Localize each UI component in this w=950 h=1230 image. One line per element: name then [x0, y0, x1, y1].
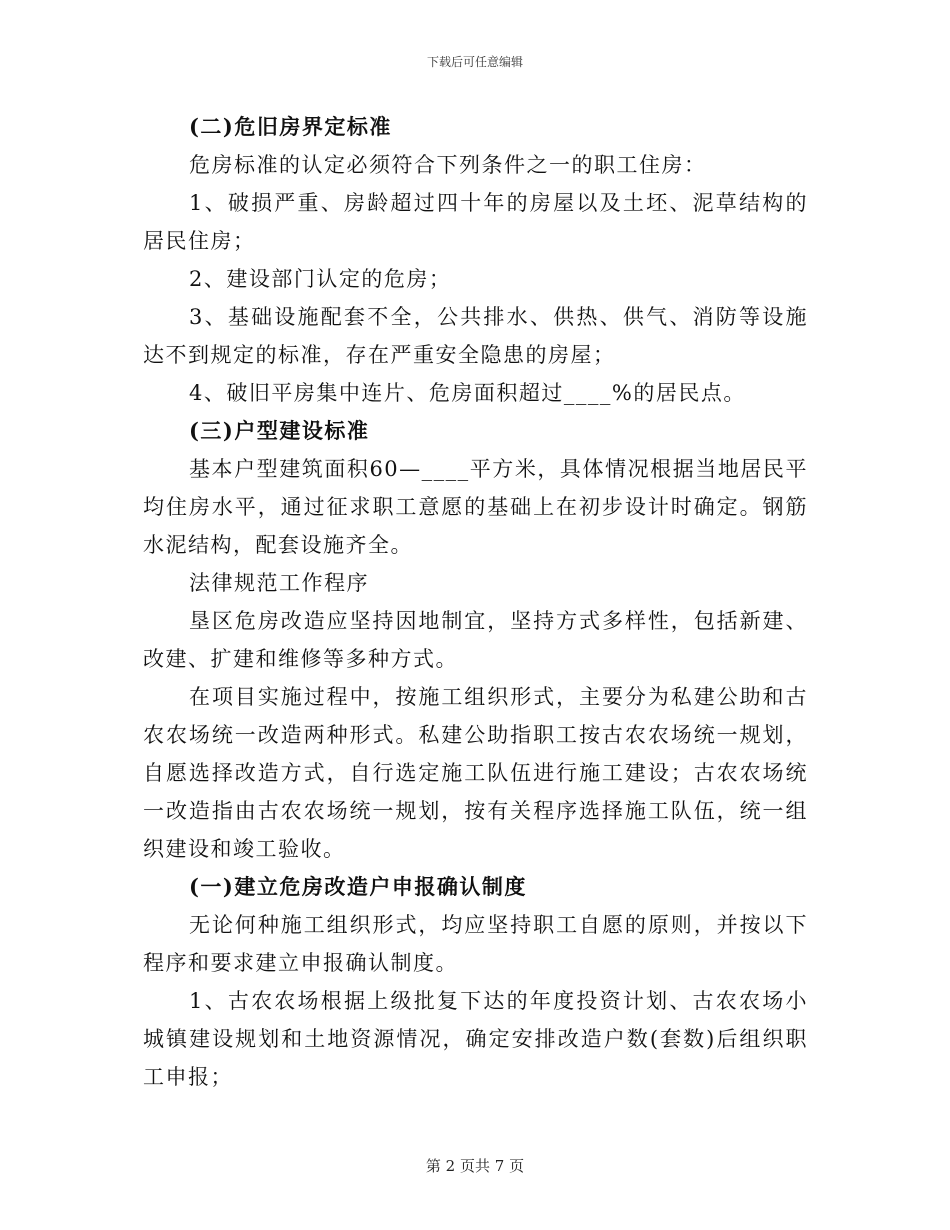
list-item: 1、古农农场根据上级批复下达的年度投资计划、古农农场小城镇建设规划和土地资源情况，确定安排改造户数(套数)后组织职工申报；: [143, 989, 808, 1089]
paragraph: 危房标准的认定必须符合下列条件之一的职工住房：: [189, 153, 707, 177]
section-heading-danger-housing: (二)危旧房界定标准: [189, 114, 392, 139]
section-heading-application: (一)建立危房改造户申报确认制度: [189, 874, 527, 899]
paragraph: 无论何种施工组织形式，均应坚持职工自愿的原则，并按以下程序和要求建立申报确认制度。: [143, 913, 808, 975]
list-item: 3、基础设施配套不全，公共排水、供热、供气、消防等设施达不到规定的标准，存在严重安全隐患的房屋；: [143, 305, 808, 367]
document-body: [143, 108, 808, 1096]
list-item: 1、破损严重、房龄超过四十年的房屋以及土坯、泥草结构的居民住房；: [143, 191, 808, 253]
paragraph: 在项目实施过程中，按施工组织形式，主要分为私建公助和古农农场统一改造两种形式。私建公助指职工按古农农场统一规划，自愿选择改造方式，自行选定施工队伍进行施工建设；古农农场统一改造指由古农农场统一规划，按有关程序选择施工队伍，统一组织建设和竣工验收。: [143, 685, 808, 861]
paragraph: 垦区危房改造应坚持因地制宜，坚持方式多样性，包括新建、改建、扩建和维修等多种方式。: [143, 609, 808, 671]
page-footer: 第 2 页共 7 页: [425, 1157, 525, 1175]
list-item: 2、建设部门认定的危房；: [189, 267, 452, 291]
page-header: 下载后可任意编辑: [426, 55, 523, 69]
list-item: 4、破旧平房集中连片、危房面积超过____%的居民点。: [189, 381, 746, 405]
paragraph: 基本户型建筑面积60—____平方米，具体情况根据当地居民平均住房水平，通过征求职工意愿的基础上在初步设计时确定。钢筋水泥结构，配套设施齐全。: [143, 457, 808, 557]
section-heading-unit-type: (三)户型建设标准: [189, 418, 370, 443]
paragraph: 法律规范工作程序: [189, 571, 369, 595]
